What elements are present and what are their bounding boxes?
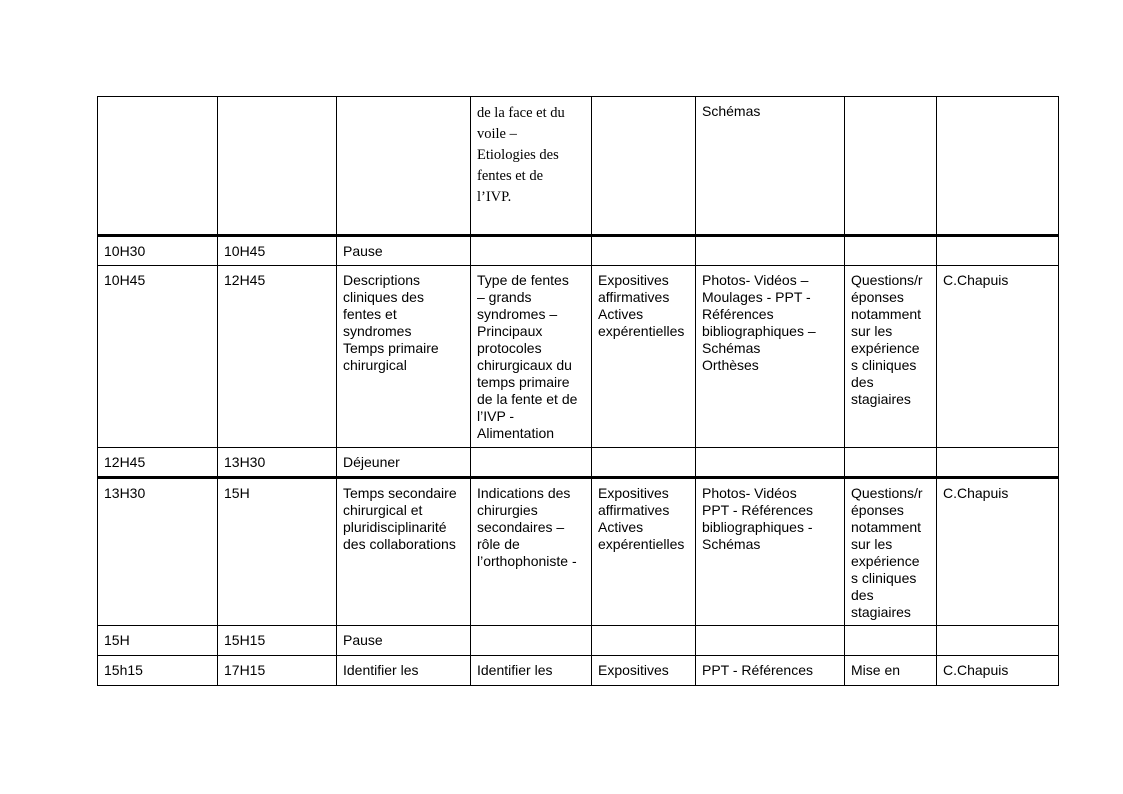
- cell-content: Type de fentes – grands syndromes – Principaux protocoles chirurgicaux du temps primaire de la fente et de l’IVP - Alimentation: [471, 266, 592, 448]
- cell-content: [471, 626, 592, 656]
- cell-topic: Temps secondaire chirurgical et pluridisciplinarité des collaborations: [337, 478, 471, 626]
- cell-end-time: 17H15: [218, 656, 337, 686]
- cell-start-time: [98, 97, 218, 236]
- cell-topic: Déjeuner: [337, 448, 471, 478]
- cell-topic: Identifier les: [337, 656, 471, 686]
- cell-tools: [696, 626, 845, 656]
- cell-start-time: 15h15: [98, 656, 218, 686]
- cell-tools: Schémas: [696, 97, 845, 236]
- cell-methods: Expositives: [592, 656, 696, 686]
- cell-trainer: C.Chapuis: [937, 266, 1059, 448]
- cell-evaluation: [845, 448, 937, 478]
- cell-start-time: 13H30: [98, 478, 218, 626]
- cell-trainer: [937, 448, 1059, 478]
- table-row: [98, 626, 1059, 656]
- cell-content: de la face et du voile – Etiologies des fentes et de l’IVP.: [471, 97, 592, 236]
- table-row: [98, 478, 1059, 626]
- cell-start-time: 10H30: [98, 236, 218, 266]
- cell-methods: [592, 448, 696, 478]
- cell-methods: Expositives affirmatives Actives expérentielles: [592, 266, 696, 448]
- cell-trainer: [937, 236, 1059, 266]
- cell-trainer: [937, 97, 1059, 236]
- cell-tools: [696, 448, 845, 478]
- cell-end-time: 15H: [218, 478, 337, 626]
- cell-end-time: 15H15: [218, 626, 337, 656]
- cell-tools: Photos- Vidéos – Moulages - PPT - Références bibliographiques – Schémas Orthèses: [696, 266, 845, 448]
- cell-content: [471, 236, 592, 266]
- cell-end-time: [218, 97, 337, 236]
- cell-content: Indications des chirurgies secondaires – rôle de l’orthophoniste -: [471, 478, 592, 626]
- cell-content: Identifier les: [471, 656, 592, 686]
- cell-methods: [592, 97, 696, 236]
- cell-start-time: 10H45: [98, 266, 218, 448]
- cell-tools: Photos- Vidéos PPT - Références bibliographiques - Schémas: [696, 478, 845, 626]
- cell-topic: Descriptions cliniques des fentes et syndromes Temps primaire chirurgical: [337, 266, 471, 448]
- cell-end-time: 12H45: [218, 266, 337, 448]
- cell-topic: [337, 97, 471, 236]
- cell-methods: [592, 626, 696, 656]
- cell-methods: Expositives affirmatives Actives expérentielles: [592, 478, 696, 626]
- table-row: [98, 236, 1059, 266]
- cell-trainer: [937, 626, 1059, 656]
- cell-end-time: 13H30: [218, 448, 337, 478]
- cell-tools: [696, 236, 845, 266]
- cell-start-time: 15H: [98, 626, 218, 656]
- cell-content: [471, 448, 592, 478]
- cell-topic: Pause: [337, 626, 471, 656]
- cell-evaluation: Mise en: [845, 656, 937, 686]
- cell-evaluation: [845, 236, 937, 266]
- cell-methods: [592, 236, 696, 266]
- cell-evaluation: Questions/r éponses notamment sur les expérience s cliniques des stagiaires: [845, 478, 937, 626]
- cell-trainer: C.Chapuis: [937, 478, 1059, 626]
- schedule-table: [97, 96, 1059, 686]
- cell-end-time: 10H45: [218, 236, 337, 266]
- table-row: [98, 266, 1059, 448]
- cell-evaluation: [845, 97, 937, 236]
- table-row: [98, 97, 1059, 236]
- cell-trainer: C.Chapuis: [937, 656, 1059, 686]
- cell-evaluation: [845, 626, 937, 656]
- cell-tools: PPT - Références: [696, 656, 845, 686]
- cell-start-time: 12H45: [98, 448, 218, 478]
- cell-evaluation: Questions/r éponses notamment sur les expérience s cliniques des stagiaires: [845, 266, 937, 448]
- table-row: [98, 656, 1059, 686]
- table-row: [98, 448, 1059, 478]
- cell-topic: Pause: [337, 236, 471, 266]
